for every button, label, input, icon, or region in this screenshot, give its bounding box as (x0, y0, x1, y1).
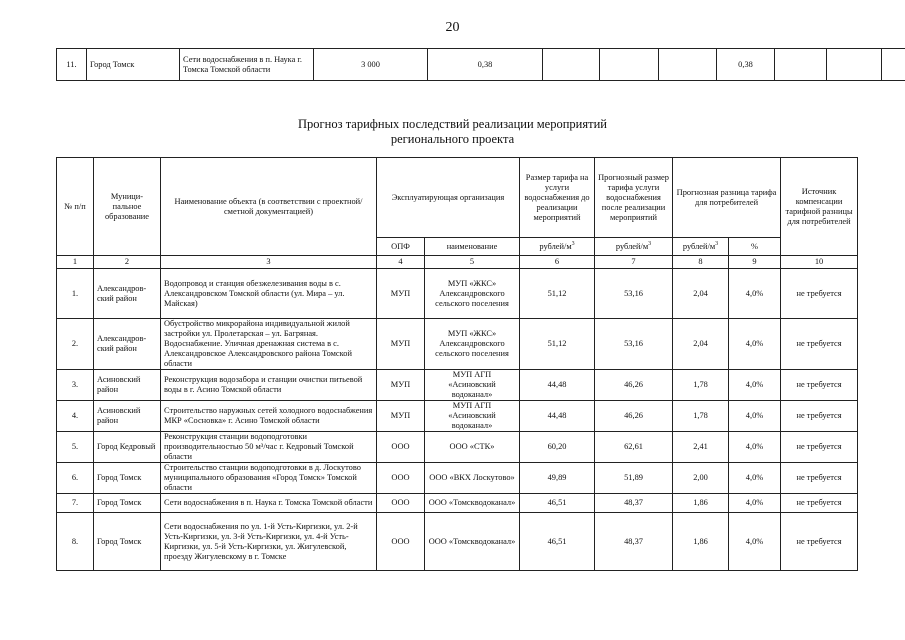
opf-cell: ООО (377, 463, 425, 494)
header-percent: % (729, 238, 781, 256)
organization-cell: МУП «ЖКС» Александровского сельского поселения (425, 319, 520, 370)
object-cell: Сети водоснабжения в п. Наука г. Томска Томской области (161, 494, 377, 513)
header-num: № п/п (57, 158, 94, 256)
row-number: 11. (57, 49, 87, 81)
value-cell: 0,38 (717, 49, 775, 81)
organization-cell: ООО «ВКХ Лоскутово» (425, 463, 520, 494)
tariff-diff-cell: 2,04 (673, 269, 729, 319)
tariff-diff-cell: 2,41 (673, 432, 729, 463)
col-number: 8 (673, 256, 729, 269)
object-cell: Сети водоснабжения по ул. 1-й Усть-Киргизки, ул. 2-й Усть-Киргизки, ул. 3-й Усть-Киргизки, ул. 4-й Усть-Киргизки, ул. 5-й Усть-Киргизки, ул. Жигулевской, проезду Жигулевскому в г. Томске (161, 513, 377, 571)
tariff-before-cell: 44,48 (520, 370, 595, 401)
compensation-source-cell: не требуется (781, 319, 858, 370)
compensation-source-cell: не требуется (781, 370, 858, 401)
opf-cell: МУП (377, 370, 425, 401)
tariff-forecast-table (56, 157, 858, 571)
object-cell: Строительство наружных сетей холодного водоснабжения МКР «Сосновка» г. Асино Томской области (161, 401, 377, 432)
opf-cell: ООО (377, 432, 425, 463)
page-number: 20 (445, 20, 460, 35)
municipality-cell: Город Кедровый (94, 432, 161, 463)
empty-cell (543, 49, 600, 81)
tariff-percent-cell: 4,0% (729, 319, 781, 370)
header-unit-before: рублей/$м^3$ (520, 238, 595, 256)
object-cell: Сети водоснабжения в п. Наука г. Томска Томской области (180, 49, 314, 81)
municipality-cell: Город Томск (87, 49, 180, 81)
tariff-diff-cell: 1,78 (673, 370, 729, 401)
organization-cell: ООО «СТК» (425, 432, 520, 463)
compensation-source-cell: не требуется (781, 494, 858, 513)
row-number-cell: 6. (57, 463, 94, 494)
compensation-source-cell: не требуется (781, 432, 858, 463)
header-row (57, 158, 858, 238)
municipality-cell: Асиновский район (94, 370, 161, 401)
header-org-name: наименование (425, 238, 520, 256)
municipality-cell: Город Томск (94, 494, 161, 513)
organization-cell: МУП АГП «Асиновский водоканал» (425, 370, 520, 401)
header-unit-diff: рублей/$м^3$ (673, 238, 729, 256)
tariff-after-cell: 51,89 (595, 463, 673, 494)
tariff-after-cell: 46,26 (595, 401, 673, 432)
col-number: 7 (595, 256, 673, 269)
tariff-diff-cell: 1,86 (673, 494, 729, 513)
object-cell: Обустройство микрорайона индивидуальной жилой застройки ул. Пролетарская – ул. Багряная. Водоснабжение. Уличная дренажная система в с. Александровское Александровского района Томской области (161, 319, 377, 370)
header-opf: ОПФ (377, 238, 425, 256)
empty-cell (775, 49, 827, 81)
empty-cell (600, 49, 659, 81)
tariff-percent-cell: 4,0% (729, 432, 781, 463)
tariff-diff-cell: 1,86 (673, 513, 729, 571)
table-row (57, 49, 905, 81)
tariff-after-cell: 48,37 (595, 513, 673, 571)
header-tariff-after: Прогнозный размер тарифа услуги водоснабжения после реализации мероприятий (595, 158, 673, 238)
previous-table-continuation (56, 48, 905, 81)
heading-line-2: регионального проекта (390, 132, 515, 146)
header-object: Наименование объекта (в соответствии с проектной/сметной документацией) (161, 158, 377, 256)
row-number-cell: 4. (57, 401, 94, 432)
tariff-after-cell: 53,16 (595, 319, 673, 370)
municipality-cell: Александров-ский район (94, 269, 161, 319)
col-number: 6 (520, 256, 595, 269)
table-row (57, 401, 858, 432)
tariff-percent-cell: 4,0% (729, 370, 781, 401)
compensation-source-cell: не требуется (781, 269, 858, 319)
table-row (57, 463, 858, 494)
table-body (57, 269, 858, 571)
opf-cell: МУП (377, 269, 425, 319)
col-number: 4 (377, 256, 425, 269)
section-heading (0, 117, 905, 147)
tariff-before-cell: 51,12 (520, 319, 595, 370)
organization-cell: ООО «Томскводоканал» (425, 494, 520, 513)
col-number: 2 (94, 256, 161, 269)
table-row (57, 319, 858, 370)
organization-cell: ООО «Томскводоканал» (425, 513, 520, 571)
opf-cell: ООО (377, 513, 425, 571)
header-tariff-before: Размер тарифа на услуги водоснабжения до реализации мероприятий (520, 158, 595, 238)
tariff-before-cell: 46,51 (520, 513, 595, 571)
header-unit-after: рублей/$м^3$ (595, 238, 673, 256)
value-cell: 0,38 (428, 49, 543, 81)
compensation-source-cell: не требуется (781, 513, 858, 571)
row-number-cell: 1. (57, 269, 94, 319)
tariff-percent-cell: 4,0% (729, 494, 781, 513)
table-row (57, 370, 858, 401)
municipality-cell: Александров-ский район (94, 319, 161, 370)
row-number-cell: 3. (57, 370, 94, 401)
opf-cell: МУП (377, 319, 425, 370)
col-number: 3 (161, 256, 377, 269)
tariff-before-cell: 51,12 (520, 269, 595, 319)
header-source: Источник компенсации тарифной разницы для потребителей (781, 158, 858, 256)
object-cell: Реконструкция водозабора и станции очистки питьевой воды в г. Асино Томской области (161, 370, 377, 401)
tariff-before-cell: 44,48 (520, 401, 595, 432)
row-number-cell: 7. (57, 494, 94, 513)
col-number: 1 (57, 256, 94, 269)
compensation-source-cell: не требуется (781, 401, 858, 432)
row-number-cell: 8. (57, 513, 94, 571)
header-operator: Эксплуатирующая организация (377, 158, 520, 238)
tariff-percent-cell: 4,0% (729, 269, 781, 319)
col-number: 9 (729, 256, 781, 269)
tariff-after-cell: 46,26 (595, 370, 673, 401)
municipality-cell: Город Томск (94, 463, 161, 494)
header-municipality: Муници-пальное образование (94, 158, 161, 256)
tariff-before-cell: 60,20 (520, 432, 595, 463)
empty-cell (659, 49, 717, 81)
header-diff: Прогнозная разница тарифа для потребителей (673, 158, 781, 238)
tariff-diff-cell: 2,04 (673, 319, 729, 370)
table-row (57, 494, 858, 513)
row-number-cell: 2. (57, 319, 94, 370)
col-number: 5 (425, 256, 520, 269)
organization-cell: МУП АГП «Асиновский водоканал» (425, 401, 520, 432)
row-number-cell: 5. (57, 432, 94, 463)
tariff-after-cell: 53,16 (595, 269, 673, 319)
opf-cell: МУП (377, 401, 425, 432)
cost-cell: 3 000 (314, 49, 428, 81)
object-cell: Водопровод и станция обезжелезивания воды в с. Александровском Томской области (ул. Мира – ул. Майская) (161, 269, 377, 319)
object-cell: Строительство станции водоподготовки в д. Лоскутово муниципального образования «Город Томск» Томской области (161, 463, 377, 494)
tariff-diff-cell: 2,00 (673, 463, 729, 494)
opf-cell: ООО (377, 494, 425, 513)
table-row (57, 269, 858, 319)
tariff-percent-cell: 4,0% (729, 513, 781, 571)
tariff-percent-cell: 4,0% (729, 463, 781, 494)
tariff-before-cell: 46,51 (520, 494, 595, 513)
object-cell: Реконструкция станции водоподготовки производительностью 50 м³/час г. Кедровый Томской области (161, 432, 377, 463)
tariff-diff-cell: 1,78 (673, 401, 729, 432)
tariff-percent-cell: 4,0% (729, 401, 781, 432)
empty-cell (882, 49, 905, 81)
empty-cell (827, 49, 882, 81)
municipality-cell: Город Томск (94, 513, 161, 571)
compensation-source-cell: не требуется (781, 463, 858, 494)
tariff-after-cell: 62,61 (595, 432, 673, 463)
table-row (57, 513, 858, 571)
table-row (57, 432, 858, 463)
col-number: 10 (781, 256, 858, 269)
tariff-after-cell: 48,37 (595, 494, 673, 513)
column-number-row (57, 256, 858, 269)
municipality-cell: Асиновский район (94, 401, 161, 432)
organization-cell: МУП «ЖКС» Александровского сельского поселения (425, 269, 520, 319)
tariff-before-cell: 49,89 (520, 463, 595, 494)
heading-line-1: Прогноз тарифных последствий реализации мероприятий (298, 117, 607, 131)
